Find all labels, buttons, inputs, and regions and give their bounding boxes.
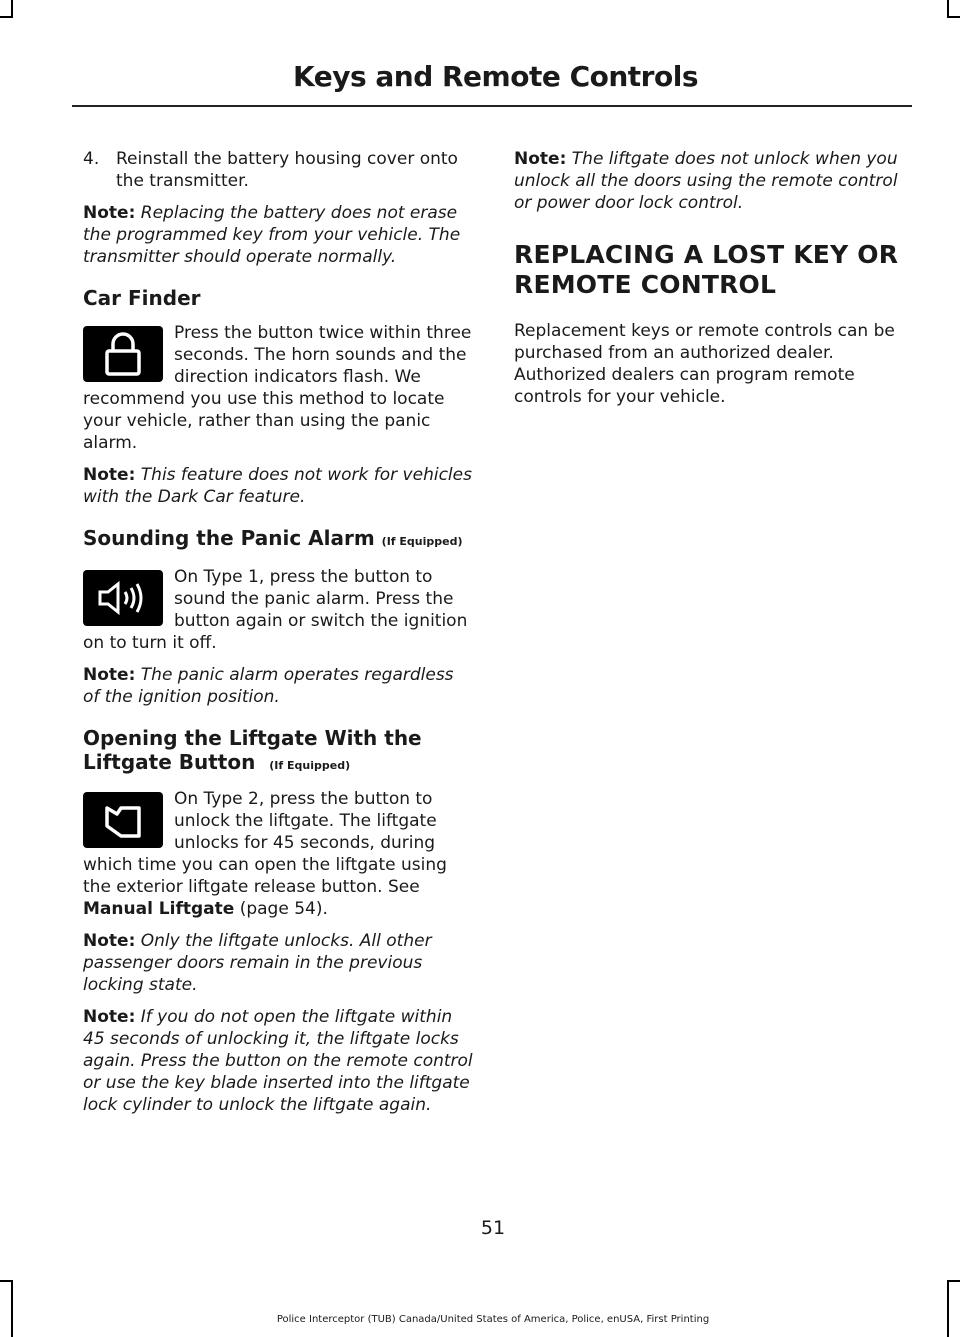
step-4	[83, 148, 475, 192]
crop-mark	[947, 1280, 949, 1337]
note-liftgate-only: Note: Only the liftgate unlocks. All other passenger doors remain in the previous locking state.	[83, 931, 432, 995]
liftgate-icon	[83, 792, 163, 848]
page-number: 51	[480, 1217, 506, 1239]
page-title: Keys and Remote Controls	[293, 60, 698, 93]
crop-mark	[11, 1280, 13, 1337]
note-liftgate-relock: Note: If you do not open the liftgate within 45 seconds of unlocking it, the liftgate locks again. Press the button on the remote control or use the key blade inserted into the liftgate lock cylinder to unlock the liftgate again.	[83, 1007, 473, 1115]
note-liftgate-doors: Note: The liftgate does not unlock when you unlock all the doors using the remote control or power door lock control.	[514, 149, 898, 213]
manual-liftgate-link[interactable]: Manual Liftgate	[83, 899, 235, 919]
crop-mark	[947, 16, 960, 18]
car-finder-heading: Car Finder	[83, 286, 201, 310]
car-finder-text: Press the button twice within three seconds. The horn sounds and the direction indicators flash. We recommend you use this method to locate your vehicle, rather than using the panic alarm.	[83, 323, 472, 453]
panic-alarm-text: On Type 1, press the button to sound the panic alarm. Press the button again or switch the ignition on to turn it off.	[83, 567, 468, 653]
replacing-key-heading: REPLACING A LOST KEY OR REMOTE CONTROL	[514, 240, 899, 299]
liftgate-heading: Opening the Liftgate With the Liftgate Button (If Equipped)	[83, 726, 422, 774]
left-column	[83, 148, 475, 1126]
note-panic: Note: The panic alarm operates regardless of the ignition position.	[83, 665, 454, 707]
footer-text: Police Interceptor (TUB) Canada/United States of America, Police, enUSA, First Printing	[276, 1314, 710, 1325]
crop-mark	[947, 1280, 960, 1282]
step-number: 4.	[83, 149, 100, 169]
panic-alarm-heading: Sounding the Panic Alarm (If Equipped)	[83, 526, 463, 550]
crop-mark	[0, 16, 13, 18]
liftgate-text: On Type 2, press the button to unlock the liftgate. The liftgate unlocks for 45 seconds, during which time you can open the liftgate using the exterior liftgate release button. See Manual Liftgate (page 54).	[83, 789, 447, 919]
horn-speaker-icon	[83, 570, 163, 626]
crop-mark	[0, 1280, 13, 1282]
replacing-key-text: Replacement keys or remote controls can be purchased from an authorized dealer. Authorized dealers can program remote controls for your vehicle.	[514, 321, 895, 407]
right-column	[514, 148, 906, 418]
header-divider	[72, 105, 912, 107]
note-dark-car: Note: This feature does not work for vehicles with the Dark Car feature.	[83, 465, 472, 507]
lock-icon	[83, 326, 163, 382]
note-battery: Note: Replacing the battery does not erase the programmed key from your vehicle. The transmitter should operate normally.	[83, 203, 461, 267]
step-text: Reinstall the battery housing cover onto the transmitter.	[116, 149, 458, 191]
